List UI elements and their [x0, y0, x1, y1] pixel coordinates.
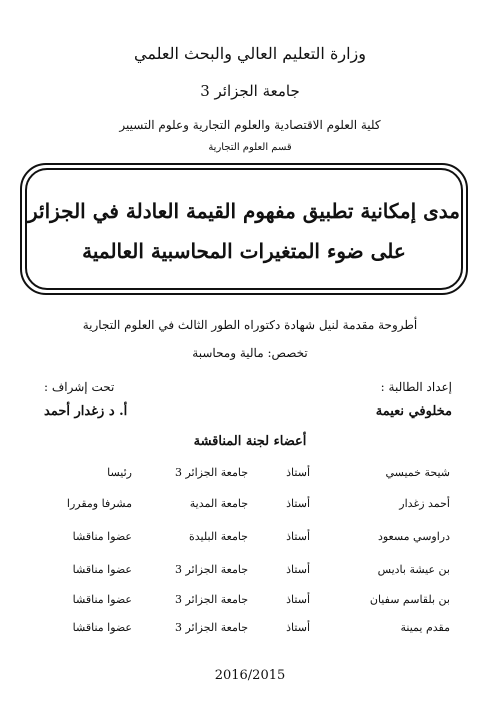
member-role: عضوا مناقشا	[72, 621, 132, 634]
member-role: عضوا مناقشا	[72, 563, 132, 576]
member-rank: أستاذ	[286, 530, 310, 543]
member-role: مشرفا ومقررا	[66, 497, 132, 510]
member-name: بن بلقاسم سفيان	[369, 593, 450, 606]
supervisor-label: تحت إشراف :	[44, 380, 115, 394]
department-heading: قسم العلوم التجارية	[208, 142, 292, 153]
supervisor-name: أ. د زغدار أحمد	[44, 404, 128, 419]
member-role: عضوا مناقشا	[72, 593, 132, 606]
member-rank: أستاذ	[286, 497, 310, 510]
member-rank: أستاذ	[286, 621, 310, 634]
member-university: جامعة الجزائر 3	[174, 563, 248, 576]
member-name: شيحة خميسي	[385, 466, 450, 479]
member-rank: أستاذ	[286, 563, 310, 576]
thesis-title-line-2: على ضوء المتغيرات المحاسبية العالمية	[82, 239, 406, 263]
member-role: عضوا مناقشا	[72, 530, 132, 543]
university-heading: جامعة الجزائر 3	[200, 82, 300, 100]
member-university: جامعة الجزائر 3	[174, 621, 248, 634]
member-university: جامعة المدية	[189, 497, 248, 510]
title-frame	[20, 163, 468, 295]
member-name: أحمد زغدار	[399, 497, 450, 510]
thesis-description: أطروحة مقدمة لنيل شهادة دكتوراه الطور الثالث في العلوم التجارية	[82, 318, 418, 332]
student-name: مخلوفي نعيمة	[375, 404, 452, 419]
member-rank: أستاذ	[286, 466, 310, 479]
academic-year: 2016/2015	[214, 668, 286, 683]
member-name: بن عيشة باديس	[377, 563, 450, 576]
thesis-title-line-1: مدى إمكانية تطبيق مفهوم القيمة العادلة في الجزائر	[27, 199, 460, 223]
member-name: دراوسي مسعود	[377, 530, 450, 543]
member-university: جامعة الجزائر 3	[174, 466, 248, 479]
specialty: تخصص: مالية ومحاسبة	[192, 346, 308, 360]
member-university: جامعة البليدة	[189, 530, 248, 543]
student-label: إعداد الطالبة :	[380, 380, 452, 394]
member-university: جامعة الجزائر 3	[174, 593, 248, 606]
title-frame-inner-border	[25, 168, 463, 290]
member-role: رئيسا	[107, 466, 132, 479]
faculty-heading: كلية العلوم الاقتصادية والعلوم التجارية وعلوم التسيير	[119, 118, 381, 132]
committee-title: أعضاء لجنة المناقشة	[193, 434, 307, 449]
ministry-heading: وزارة التعليم العالي والبحث العلمي	[134, 44, 366, 63]
member-name: مقدم يمينة	[400, 621, 450, 634]
member-rank: أستاذ	[286, 593, 310, 606]
